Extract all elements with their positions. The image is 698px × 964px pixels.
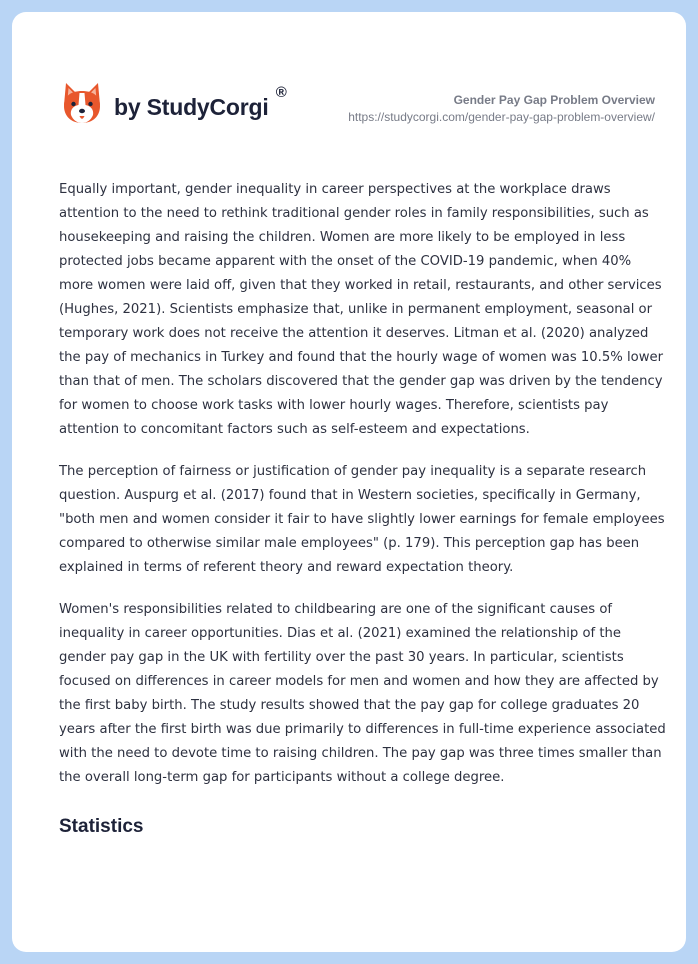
document-body <box>59 178 669 838</box>
brand-name <box>114 83 287 121</box>
document-url[interactable]: https://studycorgi.com/gender-pay-gap-problem-overview/ <box>348 110 655 124</box>
studycorgi-logo[interactable] <box>60 76 287 132</box>
paragraph-3: Women's responsibilities related to childbearing are one of the significant causes of inequality in career opportunities. Dias et al. (2021) examined the relationship of the gender pay gap in the UK with fertility over the past 30 years. In particular, scientists focused on differences in career models for men and women and how they are affected by the first baby birth. The study results showed that the pay gap for college graduates 20 years after the first birth was due primarily to differences in full-time experience associated with the need to devote time to raising children. The pay gap was three times smaller than the overall long-term gap for participants without a college degree. <box>59 602 666 785</box>
registered-mark: ® <box>275 83 287 101</box>
document-title: Gender Pay Gap Problem Overview <box>453 93 655 107</box>
section-heading-statistics: Statistics <box>59 816 144 837</box>
brand-name-text: by StudyCorgi <box>114 93 269 120</box>
paragraph-1: Equally important, gender inequality in career perspectives at the workplace draws attention to the need to rethink traditional gender roles in family responsibilities, such as housekeeping and raising the children. Women are more likely to be employed in less protected jobs became apparent with the onset of the COVID-19 pandemic, when 40% more women were laid off, given that they worked in retail, restaurants, and other services (Hughes, 2021). Scientists emphasize that, unlike in permanent employment, seasonal or temporary work does not receive the attention it deserves. Litman et al. (2020) analyzed the pay of mechanics in Turkey and found that the hourly wage of women was 10.5% lower than that of men. The scholars discovered that the gender gap was driven by the tendency for women to choose work tasks with lower hourly wages. Therefore, scientists pay attention to concomitant factors such as self-esteem and expectations. <box>59 182 664 437</box>
corgi-icon <box>60 81 104 127</box>
document-page <box>12 12 686 952</box>
paragraph-2: The perception of fairness or justification of gender pay inequality is a separate research question. Auspurg et al. (2017) found that in Western societies, specifically in Germany, "both men and women consider it fair to have slightly lower earnings for female employees compared to otherwise similar male employees" (p. 179). This perception gap has been explained in terms of referent theory and reward expectation theory. <box>59 464 665 575</box>
document-header <box>348 93 655 125</box>
